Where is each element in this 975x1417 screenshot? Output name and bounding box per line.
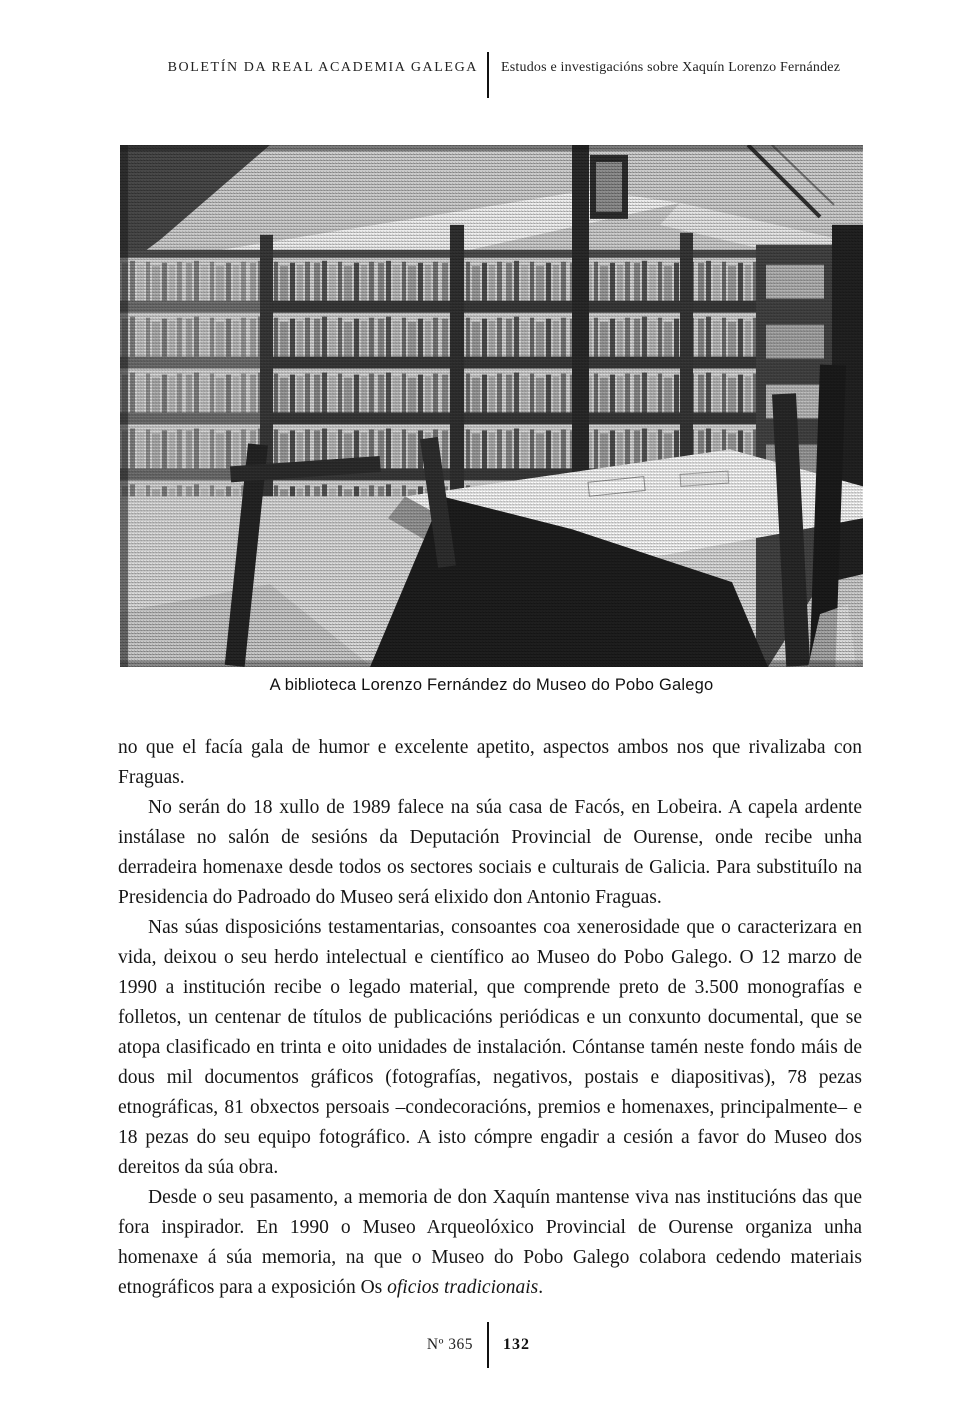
issue-number: Nº 365: [426, 1336, 473, 1353]
paragraph-2: No serán do 18 xullo de 1989 falece na súa casa de Facós, en Lobeira. A capela ardente instálase no salón de sesións da Deputación Provincial de Ourense, onde recibe unha derradeira homenaxe desde todos os sectores sociais e culturais de Galicia. Para substituílo na Presidencia do Padroado do Museo será elixido don Antonio Fraguas.: [118, 797, 862, 908]
paragraph-3: Nas súas disposicións testamentarias, consoantes coa xenerosidade que o caracterizara en vida, deixou o seu herdo intelectual e científico ao Museo do Pobo Galego. O 12 marzo de 1990 a institución recibe o legado material, que comprende preto de 3.500 monografías e folletos, un centenar de títulos de publicacións periódicas e un conxunto documental, que se atopa clasificado en trinta e oito unidades de instalación. Cóntanse tamén neste fondo máis de dous mil documentos gráficos (fotografías, negativos, postais e diapositivas), 78 pezas etnográficas, 81 obxectos persoais –condecoracións, premios e homenaxes, principalmente– e 18 pezas do seu equipo fotográfico. A isto cómpre engadir a cesión a favor do Museo dos dereitos da súa obra.: [118, 917, 862, 1178]
exhibition-title: oficios tradicionais: [387, 1277, 539, 1298]
figure-caption: A biblioteca Lorenzo Fernández do Museo do Pobo Galego: [269, 676, 714, 694]
page-number: 132: [503, 1336, 530, 1353]
header-divider: [487, 52, 489, 98]
library-photo-illustration: [120, 145, 863, 667]
footer-divider: [487, 1322, 489, 1368]
paragraph-4-text: Desde o seu pasamento, a memoria de don Xaquín mantense viva nas institucións das que fora inspirador. En 1990 o Museo Arqueolóxico Provincial de Ourense organiza unha homenaxe á súa memoria, na que o Museo do Pobo Galego colabora cedendo materiais etnográficos para a exposición Os: [118, 1187, 862, 1298]
paragraph-4-end: .: [538, 1277, 544, 1298]
paragraph-4: [118, 1183, 862, 1303]
journal-title: BOLETÍN DA REAL ACADEMIA GALEGA: [167, 60, 478, 75]
article-body: [118, 733, 862, 1303]
library-photo: [120, 145, 863, 667]
section-title: Estudos e investigacións sobre Xaquín Lorenzo Fernández: [501, 60, 841, 75]
paragraph-1: no que el facía gala de humor e excelente apetito, aspectos ambos nos que rivalizaba con Fraguas.: [118, 737, 862, 788]
